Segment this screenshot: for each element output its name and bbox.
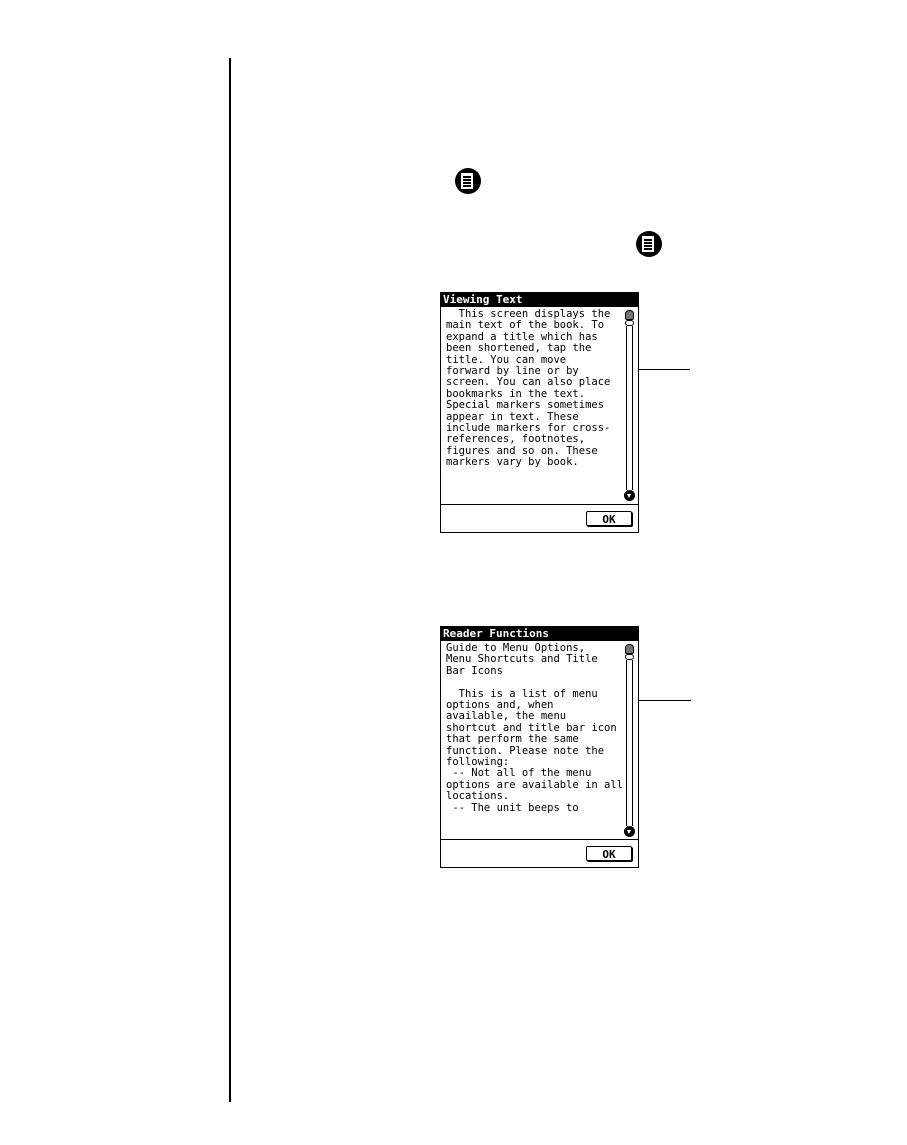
document-menu-icon bbox=[455, 168, 481, 194]
scroll-track[interactable] bbox=[626, 660, 633, 826]
dialog-body-text: Guide to Menu Options, Menu Shortcuts and Title Bar Icons This is a list of menu options and, when available, the menu shortcut and title bar icon that perform the same function. Please note the following: -- Not all of the menu options are available in all locations. -- The unit beeps to bbox=[446, 642, 624, 814]
dialog-title: Viewing Text bbox=[441, 293, 638, 307]
dialog-body-text: This screen displays the main text of the book. To expand a title which has been shortened, tap the title. You can move forward by line or by screen. You can also place bookmarks in the text. Special markers sometimes appear in text. These include markers for cross- references, footnotes, figures and so on. These markers vary by book. bbox=[446, 308, 611, 469]
scroll-up-arrow-icon[interactable] bbox=[625, 644, 634, 654]
scroll-track[interactable] bbox=[626, 326, 633, 490]
ok-button[interactable]: OK bbox=[586, 846, 632, 861]
dialog-divider bbox=[441, 504, 638, 505]
page-margin-rule bbox=[229, 58, 231, 1102]
scrollbar[interactable] bbox=[625, 644, 634, 837]
document-menu-icon bbox=[636, 231, 662, 257]
scroll-down-arrow-icon[interactable] bbox=[624, 826, 635, 837]
callout-line bbox=[639, 369, 690, 370]
scrollbar[interactable] bbox=[625, 310, 634, 501]
dialog-divider bbox=[441, 839, 638, 840]
scroll-up-arrow-icon[interactable] bbox=[625, 310, 634, 320]
scroll-down-arrow-icon[interactable] bbox=[624, 490, 635, 501]
dialog-title: Reader Functions bbox=[441, 627, 638, 641]
callout-line bbox=[639, 700, 691, 701]
viewing-text-dialog bbox=[440, 292, 639, 533]
reader-functions-dialog bbox=[440, 626, 639, 868]
ok-button[interactable]: OK bbox=[586, 511, 632, 526]
